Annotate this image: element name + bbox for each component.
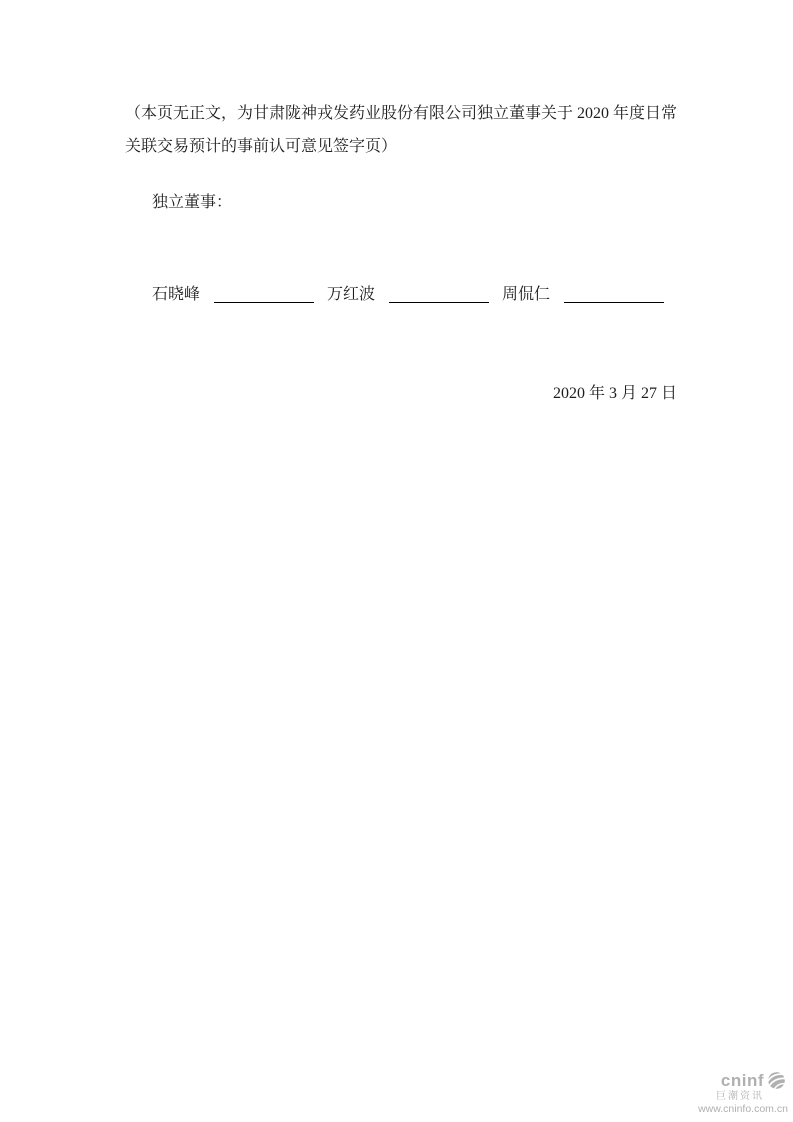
independent-directors-label: 独立董事： bbox=[152, 194, 233, 211]
cninfo-swirl-icon bbox=[766, 1070, 787, 1091]
note-line-1: （本页无正文，为甘肃陇神戎发药业股份有限公司独立董事关于 2020 年度日常 bbox=[125, 105, 678, 122]
signatory-name: 周侃仁 bbox=[502, 286, 551, 303]
cninfo-chinese-name: 巨潮资讯 bbox=[716, 1091, 764, 1102]
signature-line bbox=[564, 302, 664, 303]
cninfo-brand-text: cninf bbox=[720, 1070, 764, 1090]
signature-row bbox=[152, 285, 672, 305]
document-date: 2020 年 3 月 27 日 bbox=[552, 385, 677, 402]
no-main-text-note bbox=[125, 97, 685, 163]
signatory-name: 万红波 bbox=[327, 286, 376, 303]
cninfo-url: www.cninfo.com.cn bbox=[698, 1103, 788, 1115]
signatory-name: 石晓峰 bbox=[152, 286, 201, 303]
signature-line bbox=[214, 302, 314, 303]
cninfo-brand-row bbox=[697, 1070, 789, 1091]
note-line-2: 关联交易预计的事前认可意见签字页） bbox=[125, 138, 398, 155]
cninfo-watermark bbox=[697, 1070, 789, 1116]
signature-line bbox=[389, 302, 489, 303]
